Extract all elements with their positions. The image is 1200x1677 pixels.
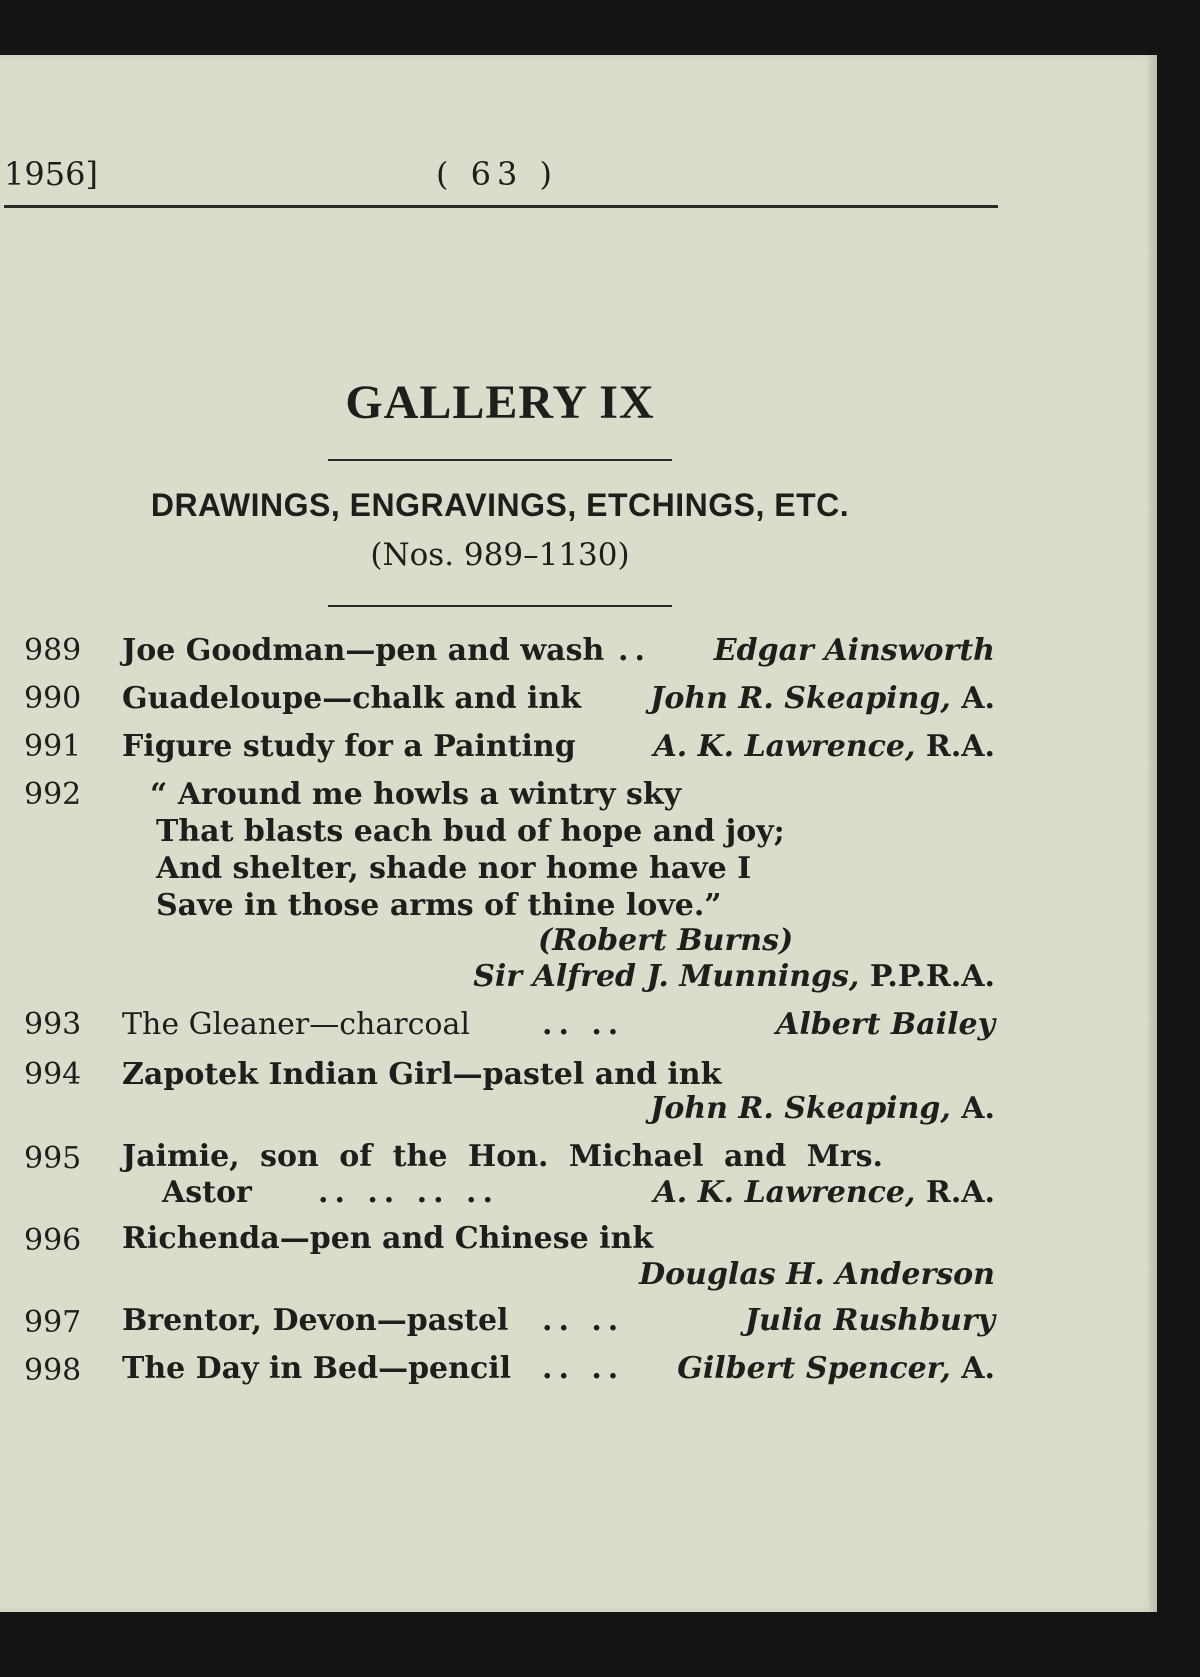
verse-line: “ Around me howls a wintry sky: [150, 777, 682, 812]
entry-number: 996: [24, 1223, 82, 1258]
entry-title-continued: Astor: [162, 1175, 252, 1210]
header-rule: [4, 205, 998, 208]
entry-artist: John R. Skeaping, A.: [650, 681, 995, 716]
artist-distinction: A.: [961, 1351, 995, 1386]
entry-artist: Gilbert Spencer, A.: [677, 1351, 995, 1386]
verse-line: Save in those arms of thine love.”: [156, 888, 722, 923]
entry-artist: Julia Rushbury: [744, 1303, 995, 1338]
verse-line: That blasts each bud of hope and joy;: [156, 814, 785, 849]
entry-artist: Douglas H. Anderson: [639, 1257, 995, 1292]
entry-number: 995: [24, 1141, 82, 1176]
entry-artist: A. K. Lawrence, R.A.: [653, 1175, 995, 1210]
entry-number: 993: [24, 1007, 82, 1042]
gallery-subtitle: DRAWINGS, ENGRAVINGS, ETCHINGS, ETC.: [150, 487, 850, 523]
entry-artist: Edgar Ainsworth: [713, 633, 995, 668]
artist-distinction: P.P.R.A.: [869, 959, 995, 994]
entry-number: 997: [24, 1305, 82, 1340]
entry-artist: Sir Alfred J. Munnings, P.P.R.A.: [473, 959, 995, 994]
artist-distinction: A.: [961, 681, 995, 716]
entry-title: Joe Goodman—pen and wash: [122, 633, 605, 668]
entry-artist: A. K. Lawrence, R.A.: [653, 729, 995, 764]
entry-number: 998: [24, 1353, 82, 1388]
artist-distinction: R.A.: [925, 729, 995, 764]
entry-title: The Day in Bed—pencil: [122, 1351, 512, 1386]
entry-title: Figure study for a Painting: [122, 729, 576, 764]
leader-dots: .. ..: [542, 1303, 625, 1338]
verse-line: And shelter, shade nor home have I: [156, 851, 752, 886]
header-year: 1956]: [4, 155, 98, 193]
entry-title: Jaimie, son of the Hon. Michael and Mrs.: [122, 1139, 883, 1174]
entry-number: 991: [24, 729, 82, 764]
entry-title: The Gleaner—charcoal: [122, 1007, 470, 1042]
page-edge: [1149, 55, 1157, 1612]
verse-citation: (Robert Burns): [538, 923, 794, 958]
artist-distinction: A.: [961, 1091, 995, 1126]
section-rule: [328, 605, 672, 607]
leader-dots: ..: [618, 633, 651, 668]
leader-dots: .. ..: [542, 1007, 625, 1042]
entry-artist: John R. Skeaping, A.: [650, 1091, 995, 1126]
title-rule: [328, 459, 672, 461]
entry-number: 992: [24, 777, 82, 812]
entry-title: Brentor, Devon—pastel: [122, 1303, 509, 1338]
entry-title: Guadeloupe—chalk and ink: [122, 681, 582, 716]
leader-dots: .. ..: [542, 1351, 625, 1386]
entry-number: 990: [24, 681, 82, 716]
entry-number: 994: [24, 1057, 82, 1092]
header-page-number: ( 63 ): [436, 155, 559, 193]
gallery-number-range: (Nos. 989–1130): [370, 537, 630, 573]
leader-dots: .. .. .. ..: [318, 1175, 499, 1210]
artist-distinction: R.A.: [925, 1175, 995, 1210]
catalogue-page: [0, 55, 1157, 1612]
gallery-title: GALLERY IX: [345, 376, 655, 429]
entry-title: Zapotek Indian Girl—pastel and ink: [122, 1057, 722, 1092]
entry-title: Richenda—pen and Chinese ink: [122, 1221, 654, 1256]
entry-artist: Albert Bailey: [776, 1007, 995, 1042]
entry-number: 989: [24, 633, 82, 668]
